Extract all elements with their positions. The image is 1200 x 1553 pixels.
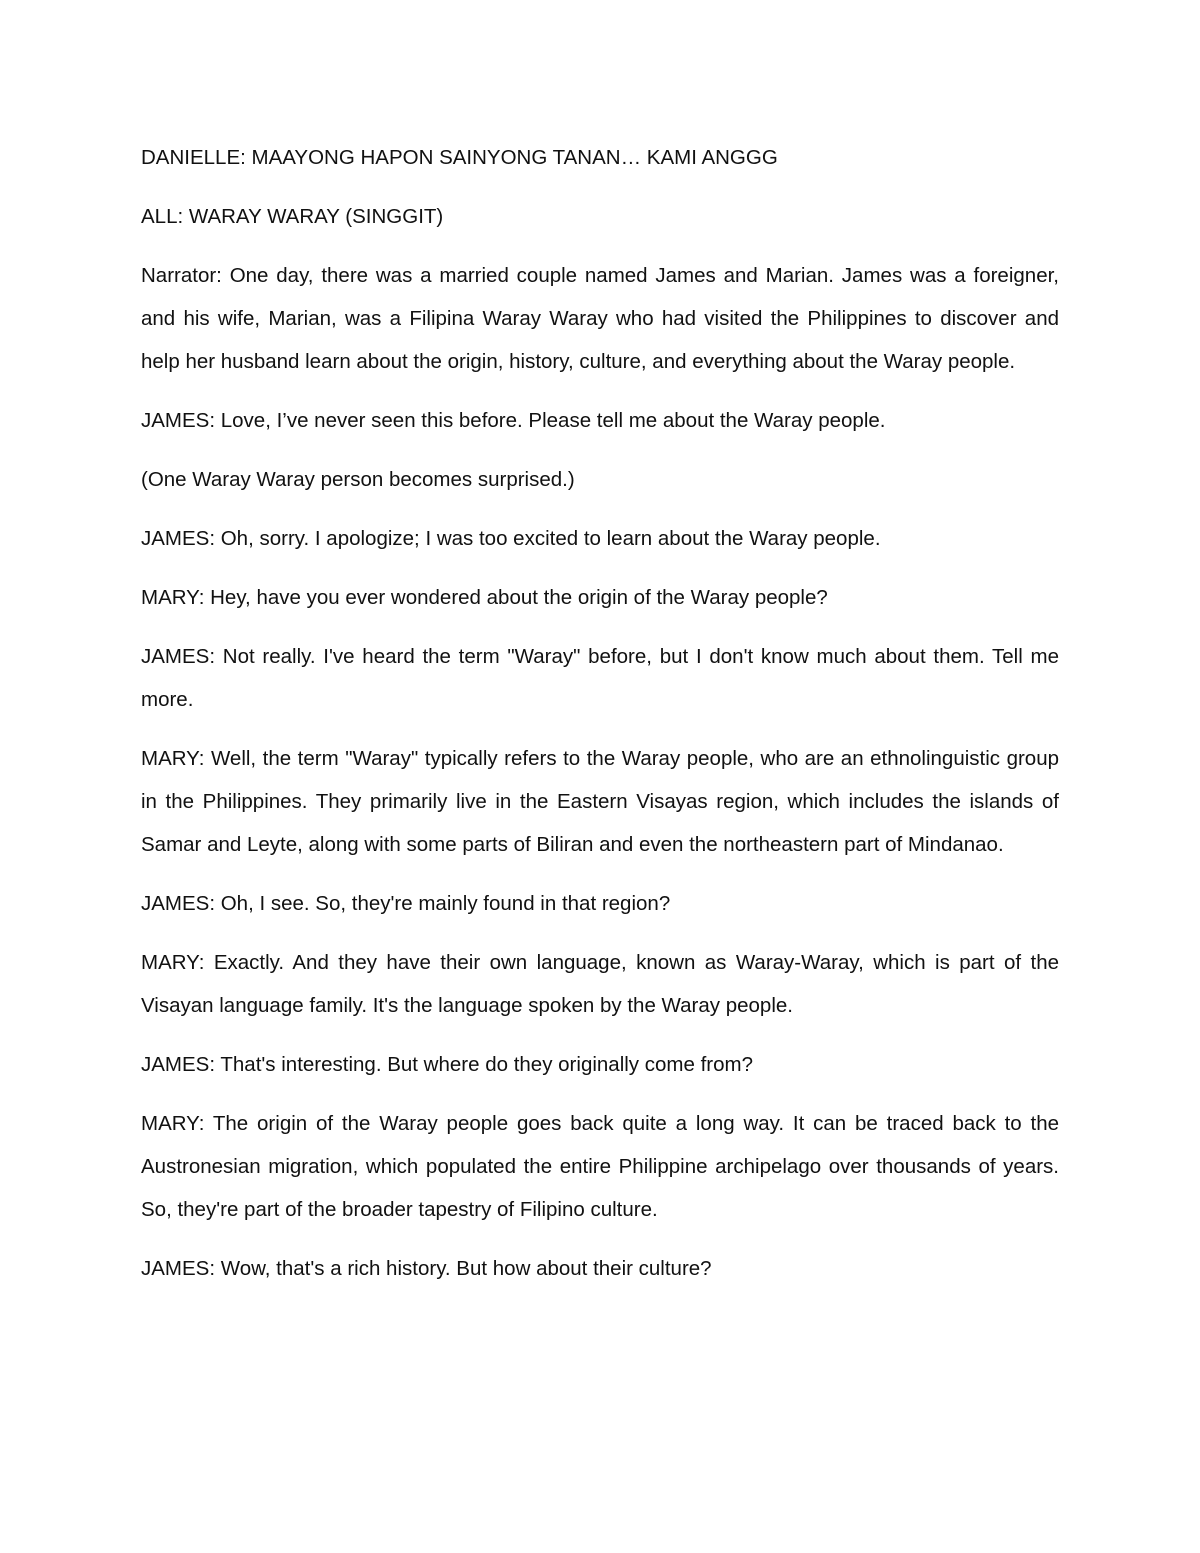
paragraph-james-line: JAMES: Wow, that's a rich history. But how about their culture? — [141, 1257, 712, 1280]
document-body — [141, 136, 1059, 1306]
paragraph-mary-line: MARY: Hey, have you ever wondered about the origin of the Waray people? — [141, 586, 828, 609]
paragraph-mary-line: MARY: Exactly. And they have their own language, known as Waray-Waray, which is part of the Visayan language family. It's the language spoken by the Waray people. — [141, 951, 1059, 1017]
paragraph-james-line: JAMES: Oh, I see. So, they're mainly found in that region? — [141, 892, 671, 915]
paragraph-james-line: JAMES: Love, I’ve never seen this before. Please tell me about the Waray people. — [141, 409, 886, 432]
paragraph-james-line: JAMES: Oh, sorry. I apologize; I was too excited to learn about the Waray people. — [141, 527, 881, 550]
paragraph-james-line: JAMES: That's interesting. But where do they originally come from? — [141, 1053, 753, 1076]
paragraph-danielle-greeting: DANIELLE: MAAYONG HAPON SAINYONG TANAN… KAMI ANGGG — [141, 146, 778, 169]
paragraph-mary-line: MARY: The origin of the Waray people goes back quite a long way. It can be traced back to the Austronesian migration, which populated the entire Philippine archipelago over thousands of years. So, they're part of the broader tapestry of Filipino culture. — [141, 1112, 1059, 1221]
paragraph-mary-line: MARY: Well, the term "Waray" typically refers to the Waray people, who are an ethnolinguistic group in the Philippines. They primarily live in the Eastern Visayas region, which includes the islands of Samar and Leyte, along with some parts of Biliran and even the northeastern part of Mindanao. — [141, 747, 1059, 856]
paragraph-narrator-intro: Narrator: One day, there was a married couple named James and Marian. James was a foreigner, and his wife, Marian, was a Filipina Waray Waray who had visited the Philippines to discover and help her husband learn about the origin, history, culture, and everything about the Waray people. — [141, 264, 1059, 373]
paragraph-james-line: JAMES: Not really. I've heard the term "Waray" before, but I don't know much about them. Tell me more. — [141, 645, 1059, 711]
paragraph-stage-direction: (One Waray Waray person becomes surprised.) — [141, 468, 575, 491]
paragraph-all-shout: ALL: WARAY WARAY (SINGGIT) — [141, 205, 444, 228]
